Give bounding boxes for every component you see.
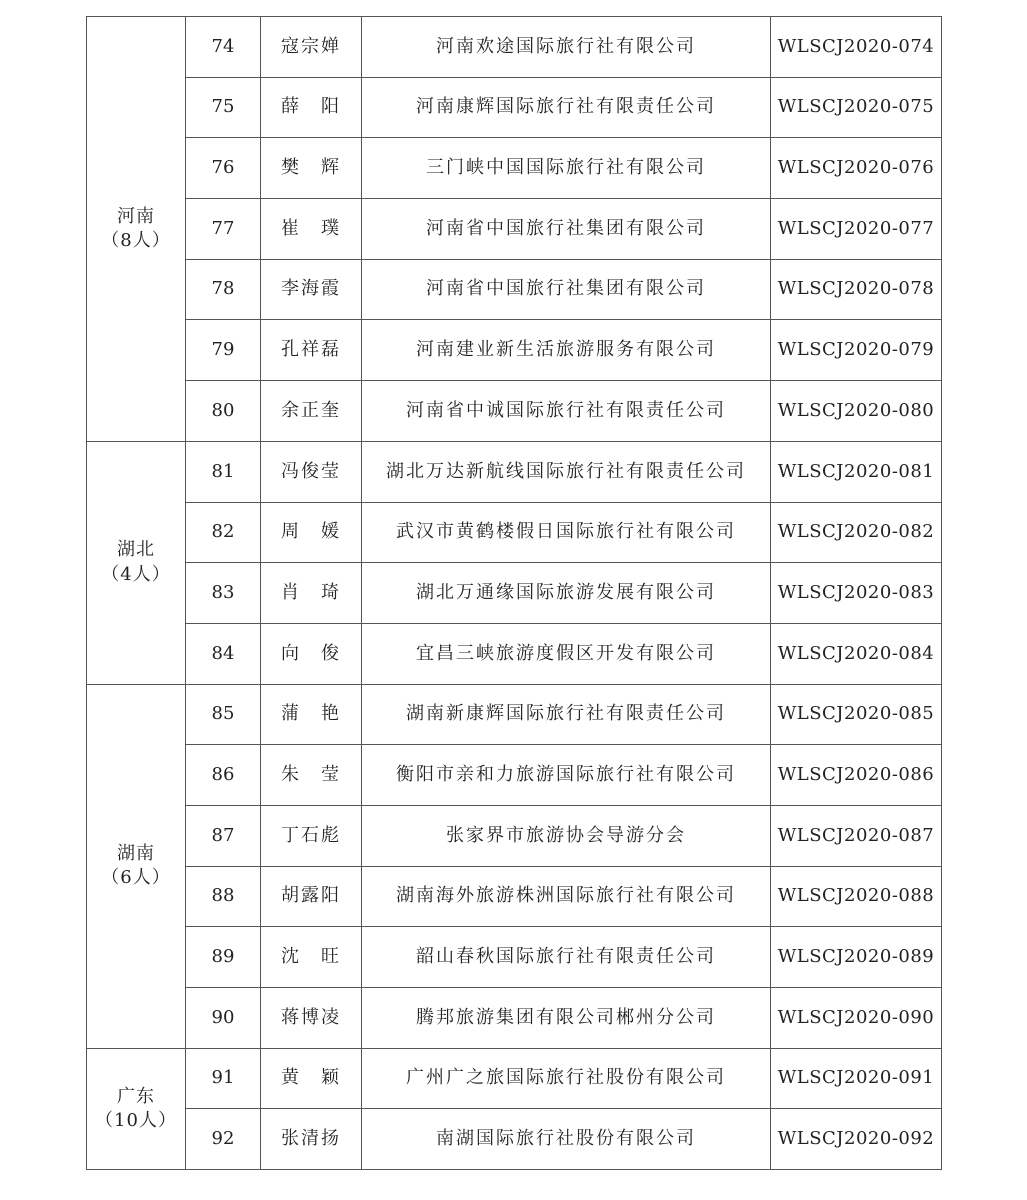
- certificate-number: WLSCJ2020-077: [771, 199, 942, 260]
- person-name: 蒋博凌: [261, 988, 362, 1049]
- organization-name: 河南建业新生活旅游服务有限公司: [362, 320, 771, 381]
- row-number: 75: [186, 77, 261, 138]
- table-row: [87, 502, 942, 563]
- row-number: 90: [186, 988, 261, 1049]
- table-row: [87, 381, 942, 442]
- certificate-number: WLSCJ2020-084: [771, 623, 942, 684]
- row-number: 76: [186, 138, 261, 199]
- person-name: 冯俊莹: [261, 441, 362, 502]
- certificate-number: WLSCJ2020-086: [771, 745, 942, 806]
- certificate-number: WLSCJ2020-091: [771, 1048, 942, 1109]
- person-name: 肖 琦: [261, 563, 362, 624]
- row-number: 92: [186, 1109, 261, 1170]
- organization-name: 河南省中国旅行社集团有限公司: [362, 259, 771, 320]
- person-name: 周 媛: [261, 502, 362, 563]
- row-number: 83: [186, 563, 261, 624]
- certificate-number: WLSCJ2020-076: [771, 138, 942, 199]
- person-name: 寇宗婵: [261, 17, 362, 78]
- person-name: 樊 辉: [261, 138, 362, 199]
- region-cell-hubei: [87, 441, 186, 684]
- organization-name: 湖南海外旅游株洲国际旅行社有限公司: [362, 866, 771, 927]
- row-number: 85: [186, 684, 261, 745]
- organization-name: 南湖国际旅行社股份有限公司: [362, 1109, 771, 1170]
- organization-name: 河南康辉国际旅行社有限责任公司: [362, 77, 771, 138]
- certificate-number: WLSCJ2020-081: [771, 441, 942, 502]
- certificate-number: WLSCJ2020-080: [771, 381, 942, 442]
- region-count: （10人）: [95, 1109, 177, 1131]
- row-number: 91: [186, 1048, 261, 1109]
- region-count: （4人）: [101, 563, 171, 585]
- row-number: 89: [186, 927, 261, 988]
- region-cell-hunan: [87, 684, 186, 1048]
- organization-name: 河南省中国旅行社集团有限公司: [362, 199, 771, 260]
- row-number: 79: [186, 320, 261, 381]
- table-row: [87, 138, 942, 199]
- table-row: [87, 17, 942, 78]
- organization-name: 腾邦旅游集团有限公司郴州分公司: [362, 988, 771, 1049]
- certificate-number: WLSCJ2020-085: [771, 684, 942, 745]
- certificate-number: WLSCJ2020-082: [771, 502, 942, 563]
- row-number: 80: [186, 381, 261, 442]
- organization-name: 湖北万达新航线国际旅行社有限责任公司: [362, 441, 771, 502]
- person-name: 向 俊: [261, 623, 362, 684]
- certificate-number: WLSCJ2020-090: [771, 988, 942, 1049]
- row-number: 88: [186, 866, 261, 927]
- person-name: 孔祥磊: [261, 320, 362, 381]
- certificate-number: WLSCJ2020-083: [771, 563, 942, 624]
- organization-name: 宜昌三峡旅游度假区开发有限公司: [362, 623, 771, 684]
- table-row: [87, 988, 942, 1049]
- table-row: [87, 1109, 942, 1170]
- region-name: 广东: [117, 1085, 155, 1107]
- certificate-number: WLSCJ2020-087: [771, 805, 942, 866]
- certificate-number: WLSCJ2020-074: [771, 17, 942, 78]
- region-cell-guangdong: [87, 1048, 186, 1169]
- person-name: 蒲 艳: [261, 684, 362, 745]
- row-number: 86: [186, 745, 261, 806]
- person-name: 崔 璞: [261, 199, 362, 260]
- organization-name: 湖南新康辉国际旅行社有限责任公司: [362, 684, 771, 745]
- row-number: 81: [186, 441, 261, 502]
- region-name: 湖南: [117, 842, 155, 864]
- row-number: 84: [186, 623, 261, 684]
- organization-name: 武汉市黄鹤楼假日国际旅行社有限公司: [362, 502, 771, 563]
- table-row: [87, 745, 942, 806]
- table-row: [87, 684, 942, 745]
- organization-name: 张家界市旅游协会导游分会: [362, 805, 771, 866]
- region-count: （6人）: [101, 867, 171, 889]
- organization-name: 河南省中诚国际旅行社有限责任公司: [362, 381, 771, 442]
- organization-name: 韶山春秋国际旅行社有限责任公司: [362, 927, 771, 988]
- row-number: 78: [186, 259, 261, 320]
- organization-name: 广州广之旅国际旅行社股份有限公司: [362, 1048, 771, 1109]
- table-row: [87, 259, 942, 320]
- row-number: 77: [186, 199, 261, 260]
- person-name: 丁石彪: [261, 805, 362, 866]
- person-name: 余正奎: [261, 381, 362, 442]
- certificate-number: WLSCJ2020-075: [771, 77, 942, 138]
- person-name: 薛 阳: [261, 77, 362, 138]
- table-row: [87, 320, 942, 381]
- person-name: 张清扬: [261, 1109, 362, 1170]
- person-name: 朱 莹: [261, 745, 362, 806]
- certificate-number: WLSCJ2020-078: [771, 259, 942, 320]
- certificate-number: WLSCJ2020-079: [771, 320, 942, 381]
- person-name: 沈 旺: [261, 927, 362, 988]
- certificate-number: WLSCJ2020-088: [771, 866, 942, 927]
- row-number: 74: [186, 17, 261, 78]
- table-row: [87, 77, 942, 138]
- region-name: 河南: [117, 205, 155, 227]
- row-number: 87: [186, 805, 261, 866]
- certificate-number: WLSCJ2020-092: [771, 1109, 942, 1170]
- organization-name: 湖北万通缘国际旅游发展有限公司: [362, 563, 771, 624]
- table-row: [87, 623, 942, 684]
- table-row: [87, 805, 942, 866]
- organization-name: 河南欢途国际旅行社有限公司: [362, 17, 771, 78]
- person-name: 胡露阳: [261, 866, 362, 927]
- table-row: [87, 199, 942, 260]
- person-name: 黄 颖: [261, 1048, 362, 1109]
- table-row: [87, 441, 942, 502]
- organization-name: 三门峡中国国际旅行社有限公司: [362, 138, 771, 199]
- table-row: [87, 866, 942, 927]
- region-name: 湖北: [117, 539, 155, 561]
- person-name: 李海霞: [261, 259, 362, 320]
- roster-table-body: [87, 17, 942, 1170]
- region-count: （8人）: [101, 229, 171, 251]
- region-cell-henan: [87, 17, 186, 442]
- table-row: [87, 1048, 942, 1109]
- table-row: [87, 563, 942, 624]
- organization-name: 衡阳市亲和力旅游国际旅行社有限公司: [362, 745, 771, 806]
- table-row: [87, 927, 942, 988]
- row-number: 82: [186, 502, 261, 563]
- roster-table: [86, 16, 942, 1170]
- certificate-number: WLSCJ2020-089: [771, 927, 942, 988]
